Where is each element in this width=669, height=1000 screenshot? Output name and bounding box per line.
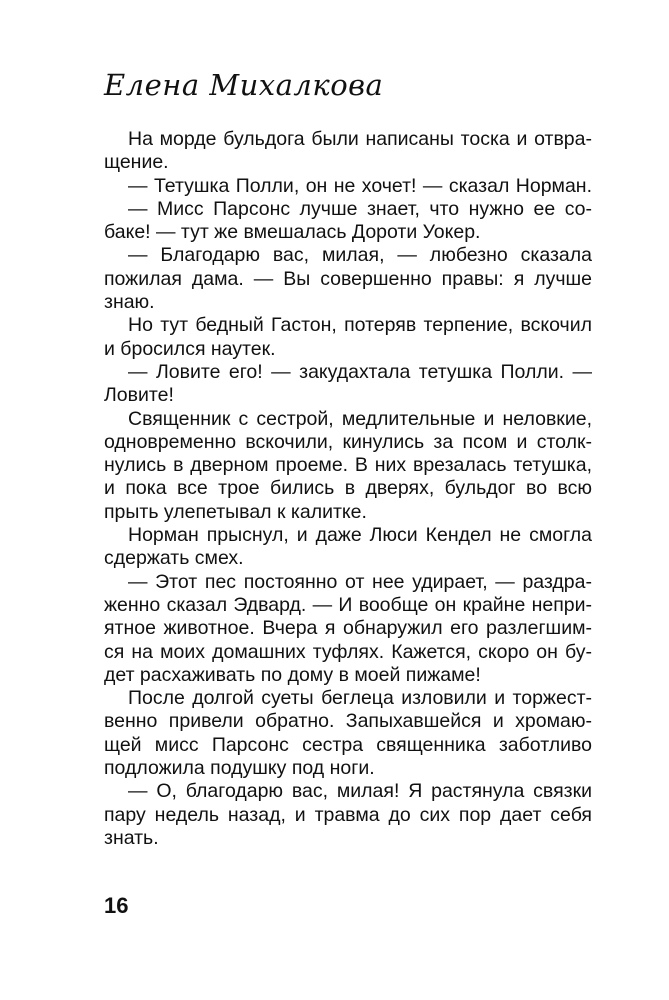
text-line: — О, благодарю вас, милая! Я растянула связки <box>128 780 592 803</box>
text-line: На морде бульдога были написаны тоска и отвра- <box>128 128 592 150</box>
text-line: знать. <box>104 826 159 849</box>
text-line: прыть улепетывал к калитке. <box>104 500 367 523</box>
text-line: знаю. <box>104 291 155 314</box>
text-line: венно привели обратно. Запыхавшейся и хромаю- <box>104 710 592 733</box>
text-line: Но тут бедный Гастон, потеряв терпение, вскочил <box>128 314 592 337</box>
text-line: ся на моих домашних туфлях. Кажется, скоро он бу- <box>104 640 592 663</box>
text-line: женно сказал Эдвард. — И вообще он крайне непри- <box>104 593 592 616</box>
page-number: 16 <box>104 893 129 918</box>
text-line: — Тетушка Полли, он не хочет! — сказал Норман. <box>128 174 592 197</box>
text-line: Священник с сестрой, медлительные и неловкие, <box>128 407 592 430</box>
text-line: и бросился наутек. <box>104 337 276 360</box>
text-line: пожилая дама. — Вы совершенно правы: я лучше <box>104 267 592 290</box>
text-line: — Ловите его! — закудахтала тетушка Полли. — <box>128 360 592 383</box>
text-line: — Этот пес постоянно от нее удирает, — раздра- <box>128 570 592 593</box>
text-line: щей мисс Парсонс сестра священника заботливо <box>104 733 592 756</box>
text-line: пару недель назад, и травма до сих пор дает себя <box>104 803 592 826</box>
text-line: подложила подушку под ноги. <box>104 757 375 780</box>
text-line: — Благодарю вас, милая, — любезно сказала <box>128 244 592 267</box>
text-line: баке! — тут же вмешалась Дороти Уокер. <box>104 221 481 244</box>
text-line: и пока все трое бились в дверях, бульдог во всю <box>104 477 592 500</box>
text-line: дет расхаживать по дому в моей пижаме! <box>104 663 481 686</box>
text-line: щение. <box>104 151 169 174</box>
text-line: одновременно вскочили, кинулись за псом и столк- <box>104 430 592 453</box>
body-text <box>104 128 592 850</box>
text-line: Норман прыснул, и даже Люси Кендел не смогла <box>128 524 592 547</box>
running-header-author: Елена Михалкова <box>104 68 384 102</box>
text-line: После долгой суеты беглеца изловили и торжест- <box>128 687 592 710</box>
text-line: Ловите! <box>104 384 174 407</box>
text-line: ятное животное. Вчера я обнаружил его разлегшим- <box>104 617 592 640</box>
text-line: сдержать смех. <box>104 547 244 570</box>
text-line: нулись в дверном проеме. В них врезалась тетушка, <box>104 454 592 477</box>
text-line: — Мисс Парсонс лучше знает, что нужно ее со- <box>128 197 592 220</box>
